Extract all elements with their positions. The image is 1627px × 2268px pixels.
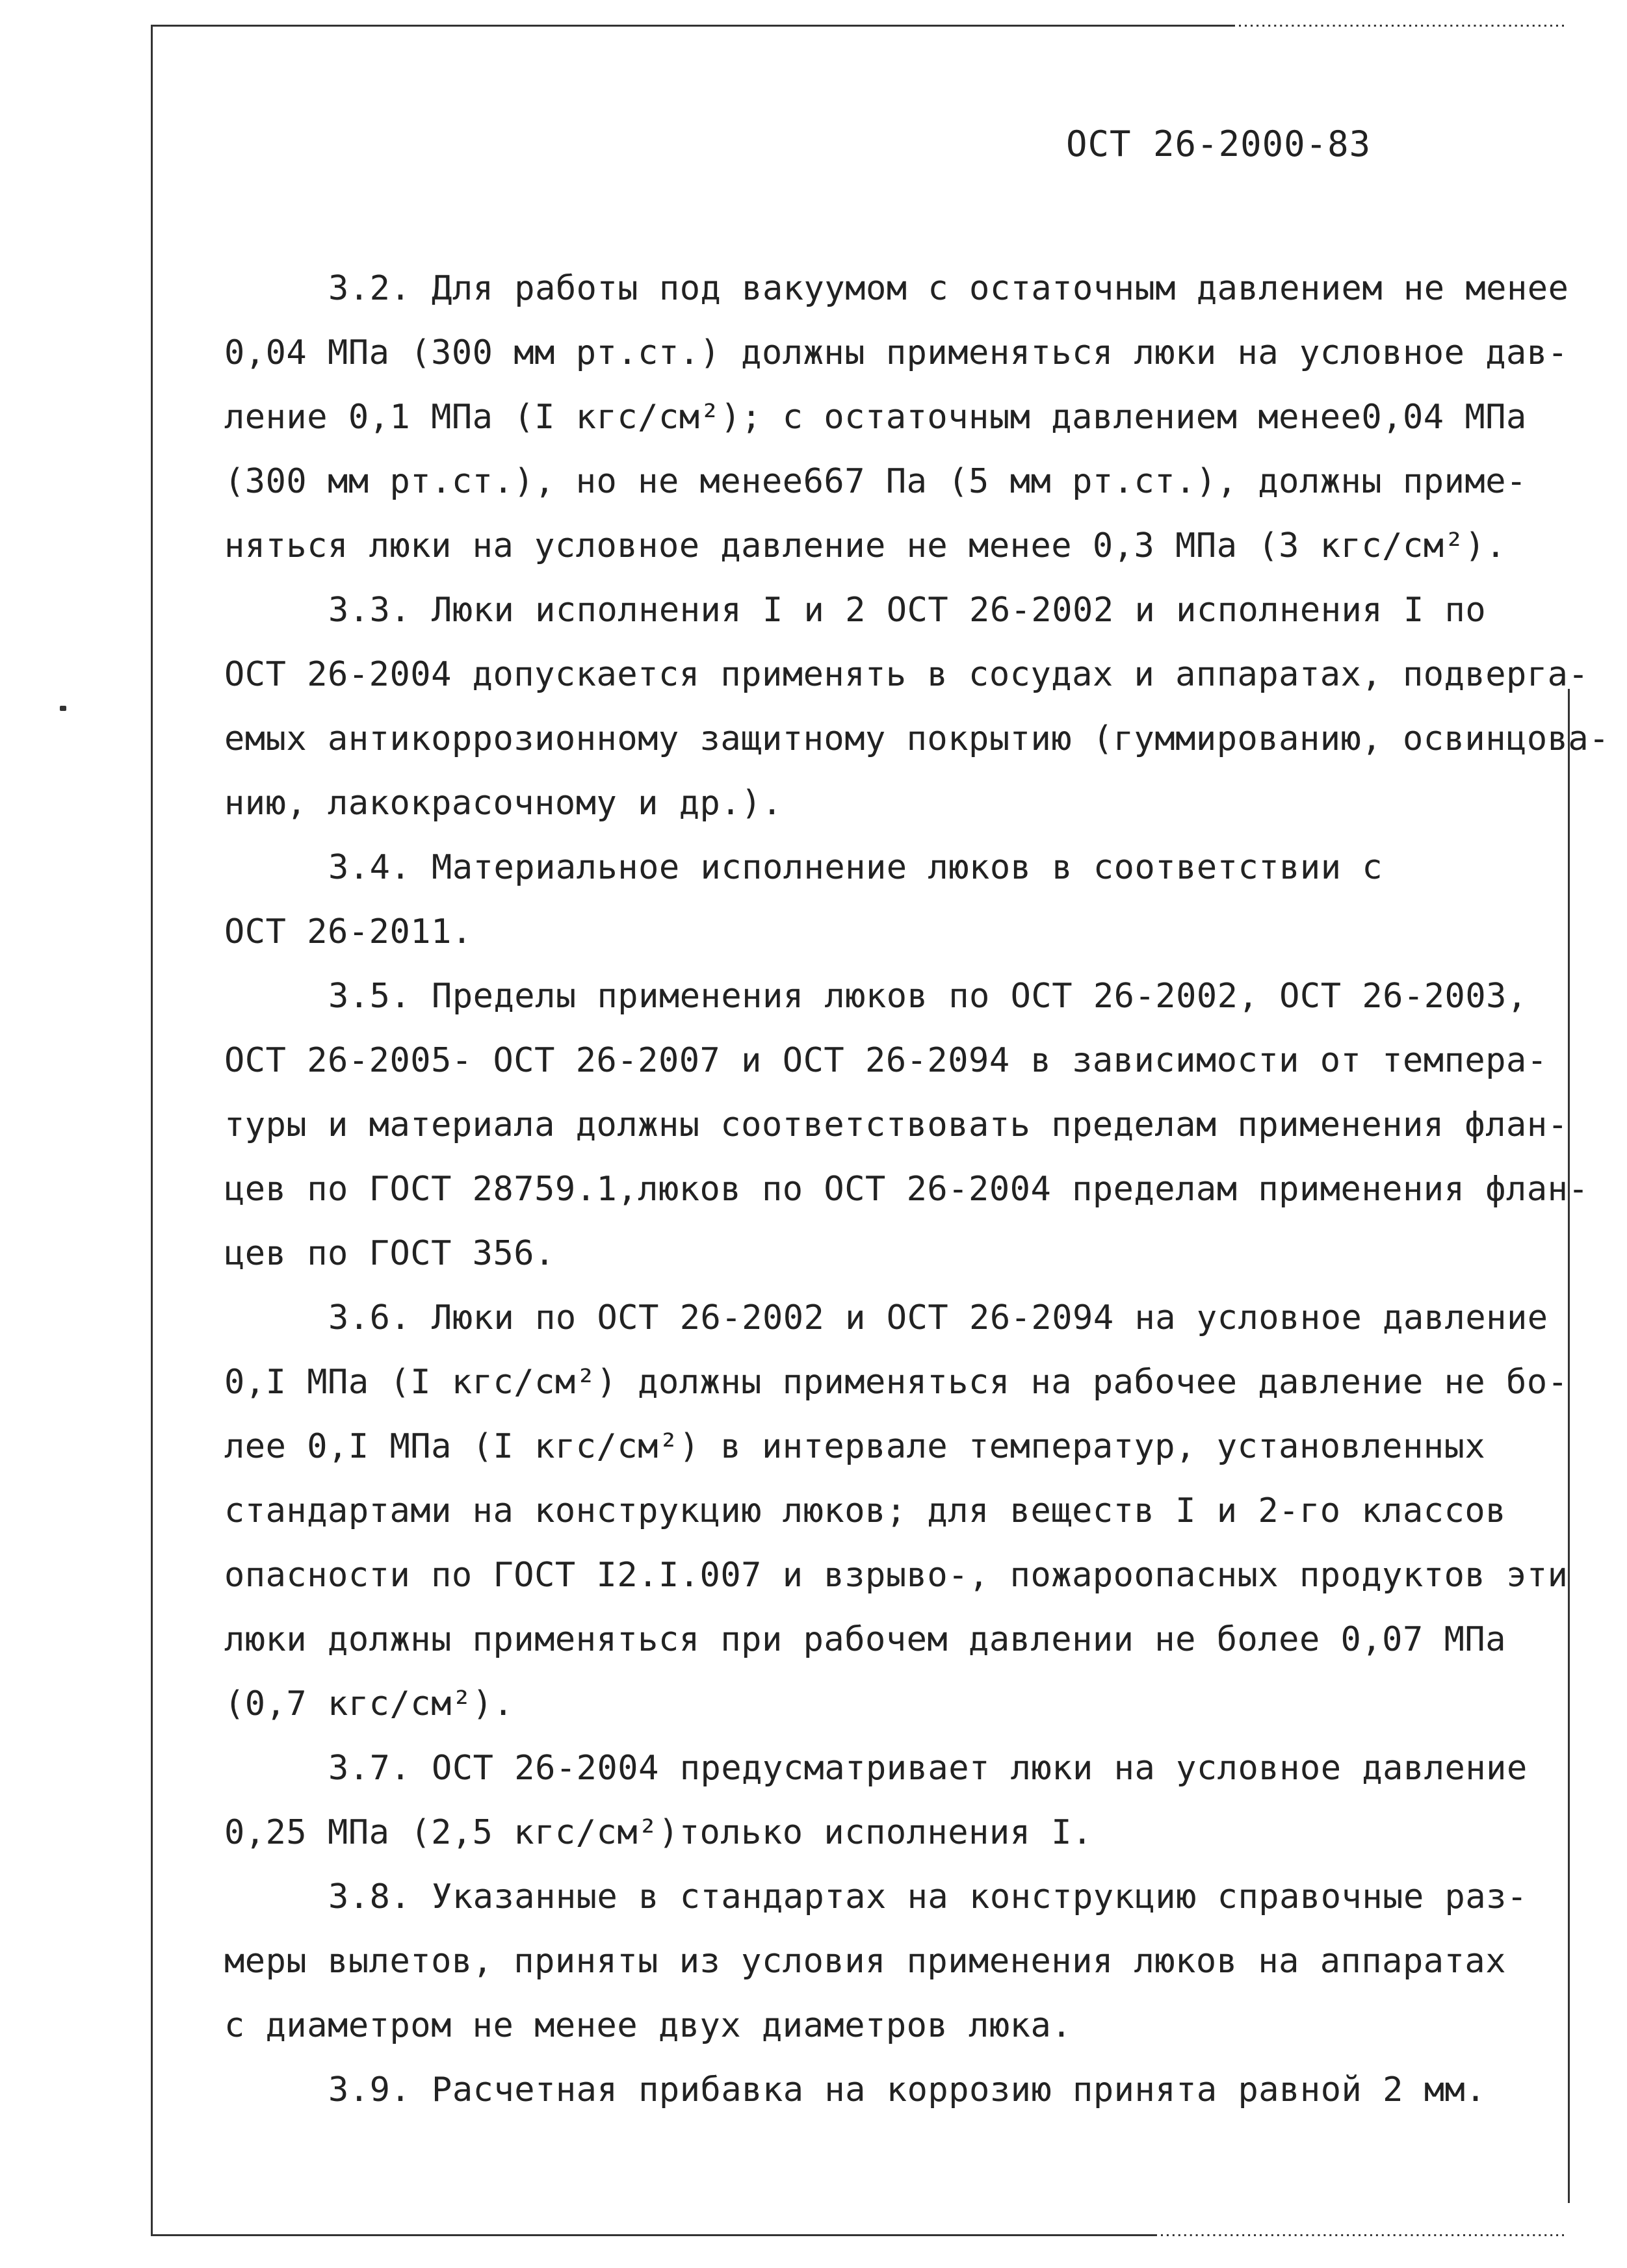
page-frame-top-border-broken bbox=[1235, 25, 1568, 27]
text-line: цев по ГОСТ 356. bbox=[224, 1234, 555, 1273]
text-line: (0,7 кгс/см²). bbox=[224, 1684, 514, 1723]
paragraph-3-6 bbox=[224, 1286, 1568, 1736]
text-line: опасности по ГОСТ I2.I.007 и взрыво-, пожароопасных продуктов эти bbox=[224, 1556, 1568, 1595]
margin-mark bbox=[60, 706, 66, 711]
text-line: ОСТ 26-2004 допускается применять в сосудах и аппаратах, подверга- bbox=[224, 655, 1589, 694]
paragraph-3-8 bbox=[224, 1865, 1550, 2058]
text-line: 3.5. Пределы применения люков по ОСТ 26-2002, ОСТ 26-2003, bbox=[328, 977, 1528, 1016]
paragraph-3-2 bbox=[224, 257, 1569, 578]
text-line: няться люки на условное давление не менее 0,3 МПа (3 кгс/см²). bbox=[224, 526, 1507, 565]
paragraph-3-4 bbox=[224, 836, 1550, 964]
text-line: 0,04 МПа (300 мм рт.ст.) должны применяться люки на условное дав- bbox=[224, 333, 1568, 372]
text-line: лее 0,I МПа (I кгс/см²) в интервале температур, установленных bbox=[224, 1427, 1486, 1466]
text-line: 3.8. Указанные в стандартах на конструкцию справочные раз- bbox=[328, 1877, 1528, 1916]
paragraph-3-3 bbox=[224, 578, 1610, 836]
text-line: с диаметром не менее двух диаметров люка. bbox=[224, 2006, 1073, 2045]
paragraph-3-9 bbox=[224, 2058, 1550, 2122]
text-line: 3.4. Материальное исполнение люков в соответствии с bbox=[328, 848, 1383, 887]
text-line: стандартами на конструкцию люков; для веществ I и 2-го классов bbox=[224, 1491, 1507, 1530]
document-number: ОСТ 26-2000-83 bbox=[1066, 123, 1372, 164]
text-line: 3.3. Люки исполнения I и 2 ОСТ 26-2002 и исполнения I по bbox=[328, 591, 1487, 630]
text-line: (300 мм рт.ст.), но не менее667 Па (5 мм рт.ст.), должны приме- bbox=[224, 462, 1527, 501]
text-line: 3.7. ОСТ 26-2004 предусматривает люки на условное давление bbox=[328, 1749, 1528, 1788]
text-line: 0,25 МПа (2,5 кгс/см²)только исполнения I. bbox=[224, 1813, 1093, 1852]
paragraph-3-5 bbox=[224, 964, 1589, 1286]
page-frame-left-border bbox=[151, 25, 153, 2234]
text-line: ОСТ 26-2011. bbox=[224, 912, 473, 951]
text-line: 3.2. Для работы под вакуумом с остаточным давлением не менее bbox=[328, 269, 1569, 308]
text-line: люки должны применяться при рабочем давлении не более 0,07 МПа bbox=[224, 1620, 1507, 1659]
text-line: цев по ГОСТ 28759.1,люков по ОСТ 26-2004 пределам применения флан- bbox=[224, 1170, 1589, 1209]
page-frame-bottom-border-broken bbox=[1157, 2234, 1568, 2236]
document-body bbox=[224, 257, 1610, 2122]
text-line: ление 0,1 МПа (I кгс/см²); с остаточным давлением менее0,04 МПа bbox=[224, 398, 1527, 437]
text-line: нию, лакокрасочному и др.). bbox=[224, 784, 783, 823]
text-line: меры вылетов, приняты из условия применения люков на аппаратах bbox=[224, 1942, 1507, 1981]
text-line: 3.6. Люки по ОСТ 26-2002 и ОСТ 26-2094 на условное давление bbox=[328, 1298, 1548, 1337]
text-line: 3.9. Расчетная прибавка на коррозию принята равной 2 мм. bbox=[328, 2070, 1487, 2109]
text-line: ОСТ 26-2005- ОСТ 26-2007 и ОСТ 26-2094 в зависимости от темпера- bbox=[224, 1041, 1548, 1080]
text-line: 0,I МПа (I кгс/см²) должны применяться на рабочее давление не бо- bbox=[224, 1363, 1568, 1402]
text-line: туры и материала должны соответствовать пределам применения флан- bbox=[224, 1105, 1568, 1144]
text-line: емых антикоррозионному защитному покрытию (гуммированию, освинцова- bbox=[224, 719, 1610, 758]
page-frame-right-border bbox=[1568, 689, 1570, 2203]
paragraph-3-7 bbox=[224, 1736, 1550, 1865]
